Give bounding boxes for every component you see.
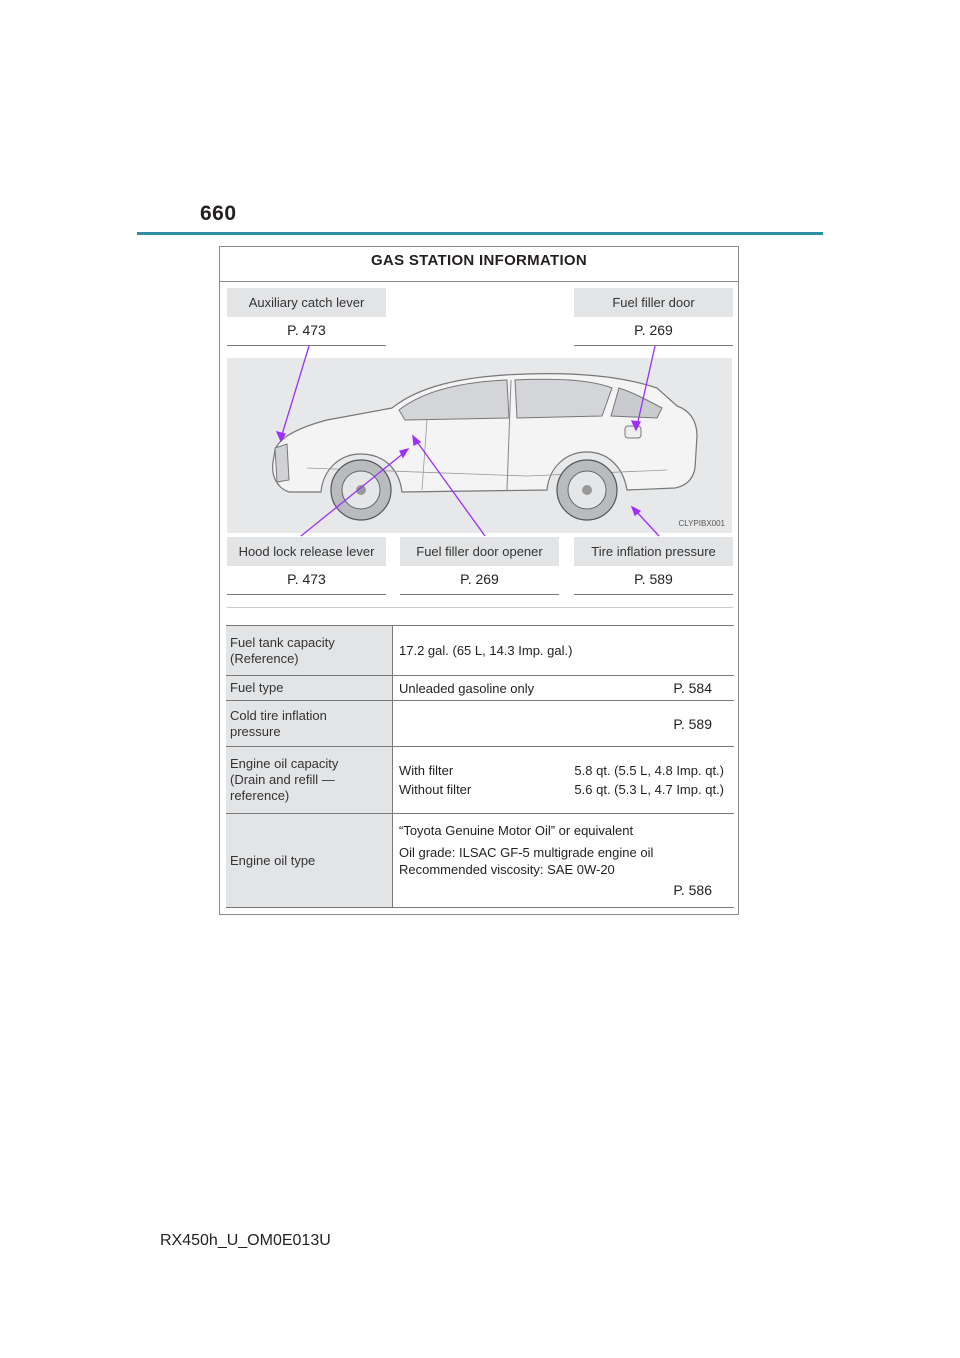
spec-label: Fuel type — [226, 676, 393, 701]
table-row-fuel-tank — [226, 626, 734, 676]
callout-hood-lock-release-lever[interactable] — [227, 537, 386, 595]
table-row-fuel-type — [226, 676, 734, 701]
spec-label: Fuel tank capacity (Reference) — [226, 626, 393, 676]
page-reference-link[interactable]: P. 269 — [400, 566, 559, 595]
page-number: 660 — [200, 202, 237, 225]
page-reference-link[interactable]: P. 473 — [227, 317, 386, 346]
callout-label: Auxiliary catch lever — [227, 288, 386, 317]
spec-value: 17.2 gal. (65 L, 14.3 Imp. gal.) — [393, 626, 735, 676]
table-row-engine-oil-capacity — [226, 747, 734, 814]
document-code: RX450h_U_OM0E013U — [160, 1232, 331, 1249]
callout-label: Hood lock release lever — [227, 537, 386, 566]
spec-label: Cold tire inflation pressure — [226, 701, 393, 747]
spec-table — [226, 625, 734, 908]
page-reference-link[interactable]: P. 269 — [574, 317, 733, 346]
callout-label: Fuel filler door — [574, 288, 733, 317]
panel-title: GAS STATION INFORMATION — [370, 252, 588, 269]
spec-value: “Toyota Genuine Motor Oil” or equivalent Oil grade: ILSAC GF-5 multigrade engine oil Recommended viscosity: SAE 0W-20 P. 586 — [393, 814, 735, 908]
spec-value: With filter 5.8 qt. (5.5 L, 4.8 Imp. qt.) Without filter 5.6 qt. (5.3 L, 4.7 Imp. qt.) — [393, 747, 735, 814]
table-row-engine-oil-type — [226, 814, 734, 908]
image-code: CLYPIBX001 — [678, 519, 725, 528]
page-reference-link[interactable]: P. 589 — [574, 566, 733, 595]
spec-value — [393, 701, 735, 747]
page-reference-link[interactable]: P. 584 — [673, 680, 712, 696]
callout-label: Fuel filler door opener — [400, 537, 559, 566]
callout-fuel-filler-door-opener[interactable] — [400, 537, 559, 595]
callout-label: Tire inflation pressure — [574, 537, 733, 566]
page-reference-link[interactable]: P. 473 — [227, 566, 386, 595]
header-rule — [137, 232, 823, 235]
panel-divider — [227, 607, 733, 608]
spec-value: Unleaded gasoline only P. 584 — [393, 676, 735, 701]
callout-tire-inflation-pressure[interactable] — [574, 537, 733, 595]
page-reference-link[interactable]: P. 586 — [673, 882, 712, 898]
page-reference-link[interactable]: P. 589 — [673, 715, 712, 732]
spec-label: Engine oil capacity (Drain and refill — reference) — [226, 747, 393, 814]
spec-label: Engine oil type — [226, 814, 393, 908]
table-row-cold-tire — [226, 701, 734, 747]
